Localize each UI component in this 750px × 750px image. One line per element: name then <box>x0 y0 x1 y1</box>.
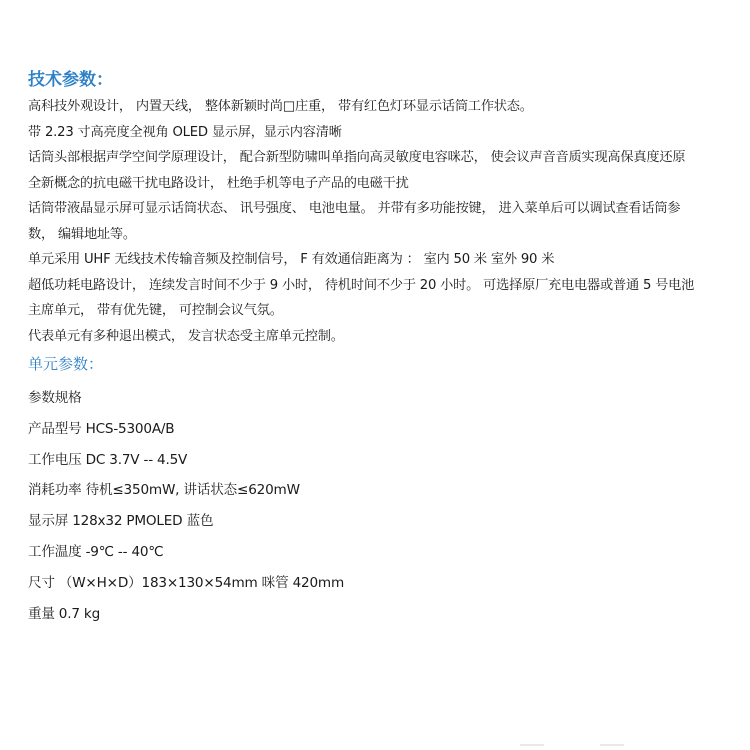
paragraph-line: 代表单元有多种退出模式， 发言状态受主席单元控制。 <box>28 328 344 344</box>
spec-label: 显示屏 <box>28 513 69 530</box>
tech-paragraph-1 <box>28 94 728 120</box>
spec-value: （W×H×D）183×130×54mm 咪管 420mm <box>58 574 345 591</box>
tech-paragraph-6 <box>28 247 728 273</box>
spec-label: 重量 <box>28 605 55 622</box>
paragraph-line: 带 2.23 寸高亮度全视角 OLED 显示屏，显示内容清晰 <box>28 124 342 140</box>
tech-paragraph-4 <box>28 171 728 197</box>
bottom-artifact <box>600 744 624 746</box>
tech-paragraph-9 <box>28 324 728 350</box>
spec-label: 工作温度 <box>28 543 82 560</box>
spec-row-temp <box>28 537 728 568</box>
paragraph-line: 主席单元， 带有优先键， 可控制会议气氛。 <box>28 303 283 318</box>
unit-params-heading: 单元参数： <box>28 355 104 373</box>
tech-paragraph-3 <box>28 145 728 171</box>
tech-params-heading: 技术参数： <box>28 70 113 90</box>
bottom-artifact <box>520 744 544 746</box>
paragraph-line: 单元采用 UHF 无线技术传输音频及控制信号， F 有效通信距离为 ： 室内 50 米 室外 90 米 <box>28 252 555 267</box>
tech-paragraph-7 <box>28 273 728 299</box>
spec-value: 待机≤350mW, 讲话状态≤620mW <box>85 482 300 499</box>
paragraph-line: 话筒带液晶显示屏可显示话筒状态、 讯号强度、 电池电量。 并带有多功能按键， 进入菜单后可以调试查看话筒参 <box>28 201 681 216</box>
spec-row-voltage <box>28 445 728 476</box>
tech-paragraph-5 <box>28 196 728 247</box>
spec-row-size <box>28 568 728 599</box>
spec-header: 参数规格 <box>28 390 82 406</box>
spec-row-power <box>28 475 728 506</box>
spec-value: 0.7 kg <box>58 605 101 622</box>
spec-label: 工作电压 <box>28 451 82 468</box>
spec-document <box>28 66 728 629</box>
spec-value: -9℃ -- 40℃ <box>85 543 164 560</box>
paragraph-line: 超低功耗电路设计， 连续发言时间不少于 9 小时， 待机时间不少于 20 小时。 可选择原厂充电电器或普通 5 号电池 <box>28 277 695 293</box>
paragraph-line: 全新概念的抗电磁干扰电路设计， 杜绝手机等电子产品的电磁干扰 <box>28 175 409 191</box>
spec-row-model <box>28 414 728 445</box>
spec-label: 产品型号 <box>28 420 82 437</box>
spec-row-display <box>28 506 728 537</box>
spec-value: 128x32 PMOLED 蓝色 <box>72 513 214 530</box>
paragraph-line: 话筒头部根据声学空间学原理设计， 配合新型防啸叫单指向高灵敏度电容咪芯， 使会议声音音质实现高保真度还原 <box>28 150 686 165</box>
tech-paragraph-8 <box>28 298 728 324</box>
spec-row-weight <box>28 599 728 630</box>
spec-value: DC 3.7V -- 4.5V <box>85 451 188 468</box>
spec-value: HCS-5300A/B <box>85 420 175 437</box>
spec-label: 消耗功率 <box>28 482 82 499</box>
paragraph-line: 数， 编辑地址等。 <box>28 226 136 242</box>
paragraph-line: 高科技外观设计， 内置天线， 整体新颖时尚□庄重， 带有红色灯环显示话筒工作状态。 <box>28 99 533 114</box>
tech-paragraph-2 <box>28 120 728 146</box>
spec-label: 尺寸 <box>28 574 55 591</box>
spec-list <box>28 383 728 629</box>
